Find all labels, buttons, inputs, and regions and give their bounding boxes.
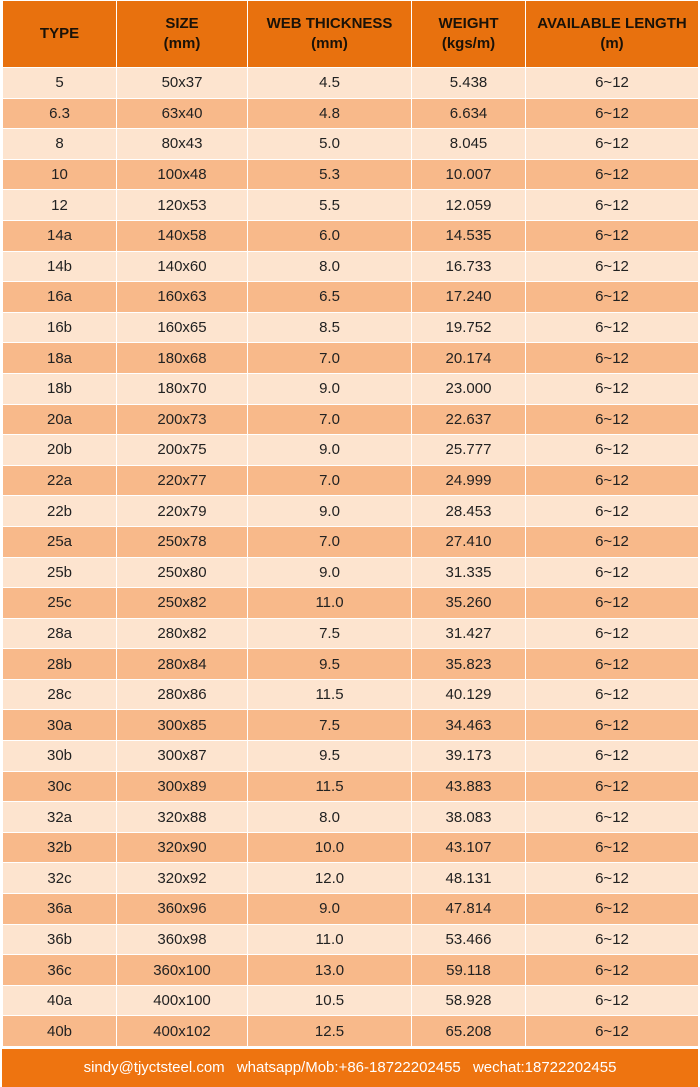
cell-available-length: 6~12 <box>526 68 699 99</box>
cell-available-length: 6~12 <box>526 710 699 741</box>
cell-size: 360x96 <box>117 894 248 925</box>
cell-weight: 43.883 <box>412 771 526 802</box>
cell-weight: 6.634 <box>412 98 526 129</box>
cell-weight: 38.083 <box>412 802 526 833</box>
cell-size: 160x65 <box>117 312 248 343</box>
table-row <box>3 465 699 496</box>
cell-type: 5 <box>3 68 117 99</box>
cell-web-thickness: 8.0 <box>248 251 412 282</box>
footer-email: sindy@tjyctsteel.com <box>83 1059 225 1076</box>
cell-weight: 19.752 <box>412 312 526 343</box>
cell-type: 36b <box>3 924 117 955</box>
cell-weight: 14.535 <box>412 220 526 251</box>
cell-type: 40a <box>3 985 117 1016</box>
header-available-length <box>526 1 699 68</box>
table-row <box>3 832 699 863</box>
cell-available-length: 6~12 <box>526 649 699 680</box>
cell-size: 280x84 <box>117 649 248 680</box>
cell-weight: 27.410 <box>412 526 526 557</box>
table-row <box>3 373 699 404</box>
cell-size: 400x100 <box>117 985 248 1016</box>
cell-size: 63x40 <box>117 98 248 129</box>
cell-web-thickness: 7.0 <box>248 404 412 435</box>
cell-weight: 8.045 <box>412 129 526 160</box>
cell-available-length: 6~12 <box>526 741 699 772</box>
cell-weight: 5.438 <box>412 68 526 99</box>
cell-weight: 43.107 <box>412 832 526 863</box>
cell-type: 18b <box>3 373 117 404</box>
cell-size: 200x75 <box>117 435 248 466</box>
cell-available-length: 6~12 <box>526 312 699 343</box>
cell-size: 160x63 <box>117 282 248 313</box>
cell-web-thickness: 9.5 <box>248 649 412 680</box>
header-web-thickness-unit: (mm) <box>311 35 348 52</box>
cell-weight: 20.174 <box>412 343 526 374</box>
cell-web-thickness: 11.0 <box>248 924 412 955</box>
cell-type: 10 <box>3 159 117 190</box>
cell-available-length: 6~12 <box>526 220 699 251</box>
cell-web-thickness: 7.0 <box>248 465 412 496</box>
cell-weight: 59.118 <box>412 955 526 986</box>
cell-web-thickness: 7.0 <box>248 526 412 557</box>
cell-size: 100x48 <box>117 159 248 190</box>
header-weight-unit: (kgs/m) <box>441 35 496 52</box>
cell-type: 14b <box>3 251 117 282</box>
cell-size: 180x68 <box>117 343 248 374</box>
cell-available-length: 6~12 <box>526 832 699 863</box>
table-row <box>3 343 699 374</box>
cell-weight: 35.823 <box>412 649 526 680</box>
cell-size: 250x82 <box>117 588 248 619</box>
cell-web-thickness: 11.0 <box>248 588 412 619</box>
footer-wechat: wechat:18722202455 <box>472 1059 617 1076</box>
table-row <box>3 68 699 99</box>
table-row <box>3 404 699 435</box>
cell-available-length: 6~12 <box>526 985 699 1016</box>
cell-available-length: 6~12 <box>526 588 699 619</box>
cell-type: 20a <box>3 404 117 435</box>
table-header <box>3 1 699 68</box>
cell-available-length: 6~12 <box>526 159 699 190</box>
cell-weight: 48.131 <box>412 863 526 894</box>
cell-web-thickness: 9.5 <box>248 741 412 772</box>
cell-type: 14a <box>3 220 117 251</box>
cell-weight: 17.240 <box>412 282 526 313</box>
cell-size: 300x89 <box>117 771 248 802</box>
cell-available-length: 6~12 <box>526 343 699 374</box>
table-row <box>3 159 699 190</box>
header-size-unit: (mm) <box>163 35 201 52</box>
cell-type: 32b <box>3 832 117 863</box>
cell-size: 320x88 <box>117 802 248 833</box>
cell-size: 180x70 <box>117 373 248 404</box>
header-type <box>3 1 117 68</box>
table-row <box>3 588 699 619</box>
cell-web-thickness: 9.0 <box>248 496 412 527</box>
table-row <box>3 526 699 557</box>
cell-available-length: 6~12 <box>526 557 699 588</box>
table-row <box>3 679 699 710</box>
cell-available-length: 6~12 <box>526 679 699 710</box>
cell-type: 20b <box>3 435 117 466</box>
table-row <box>3 1016 699 1047</box>
cell-type: 36c <box>3 955 117 986</box>
cell-size: 50x37 <box>117 68 248 99</box>
cell-size: 220x79 <box>117 496 248 527</box>
cell-available-length: 6~12 <box>526 924 699 955</box>
cell-weight: 16.733 <box>412 251 526 282</box>
cell-weight: 53.466 <box>412 924 526 955</box>
cell-available-length: 6~12 <box>526 435 699 466</box>
cell-type: 30a <box>3 710 117 741</box>
cell-weight: 10.007 <box>412 159 526 190</box>
contact-footer <box>2 1049 698 1087</box>
cell-weight: 47.814 <box>412 894 526 925</box>
table-row <box>3 741 699 772</box>
cell-available-length: 6~12 <box>526 465 699 496</box>
cell-web-thickness: 12.5 <box>248 1016 412 1047</box>
cell-size: 400x102 <box>117 1016 248 1047</box>
header-size-label: SIZE <box>165 15 199 32</box>
table-row <box>3 955 699 986</box>
cell-size: 140x60 <box>117 251 248 282</box>
header-weight-label: WEIGHT <box>438 15 499 32</box>
cell-size: 250x78 <box>117 526 248 557</box>
table-row <box>3 312 699 343</box>
cell-type: 22b <box>3 496 117 527</box>
cell-web-thickness: 6.5 <box>248 282 412 313</box>
cell-weight: 58.928 <box>412 985 526 1016</box>
cell-weight: 12.059 <box>412 190 526 221</box>
cell-size: 280x86 <box>117 679 248 710</box>
cell-type: 32c <box>3 863 117 894</box>
cell-available-length: 6~12 <box>526 282 699 313</box>
cell-web-thickness: 8.0 <box>248 802 412 833</box>
cell-available-length: 6~12 <box>526 802 699 833</box>
cell-web-thickness: 5.5 <box>248 190 412 221</box>
cell-size: 140x58 <box>117 220 248 251</box>
cell-size: 360x98 <box>117 924 248 955</box>
cell-size: 220x77 <box>117 465 248 496</box>
footer-whatsapp: whatsapp/Mob:+86-18722202455 <box>236 1059 461 1076</box>
cell-type: 16a <box>3 282 117 313</box>
cell-type: 36a <box>3 894 117 925</box>
cell-size: 360x100 <box>117 955 248 986</box>
cell-web-thickness: 10.0 <box>248 832 412 863</box>
cell-web-thickness: 5.3 <box>248 159 412 190</box>
cell-type: 30c <box>3 771 117 802</box>
header-available-length-unit: (m) <box>600 35 624 52</box>
cell-type: 32a <box>3 802 117 833</box>
cell-size: 200x73 <box>117 404 248 435</box>
cell-weight: 25.777 <box>412 435 526 466</box>
cell-type: 25a <box>3 526 117 557</box>
cell-size: 320x92 <box>117 863 248 894</box>
cell-weight: 34.463 <box>412 710 526 741</box>
cell-weight: 23.000 <box>412 373 526 404</box>
cell-size: 80x43 <box>117 129 248 160</box>
header-row <box>3 1 699 68</box>
cell-available-length: 6~12 <box>526 404 699 435</box>
cell-type: 22a <box>3 465 117 496</box>
cell-weight: 39.173 <box>412 741 526 772</box>
table-row <box>3 435 699 466</box>
cell-web-thickness: 8.5 <box>248 312 412 343</box>
cell-web-thickness: 11.5 <box>248 771 412 802</box>
cell-web-thickness: 4.8 <box>248 98 412 129</box>
header-weight <box>412 1 526 68</box>
cell-web-thickness: 12.0 <box>248 863 412 894</box>
table-row <box>3 924 699 955</box>
cell-web-thickness: 13.0 <box>248 955 412 986</box>
cell-size: 120x53 <box>117 190 248 221</box>
cell-web-thickness: 6.0 <box>248 220 412 251</box>
cell-type: 25c <box>3 588 117 619</box>
cell-type: 30b <box>3 741 117 772</box>
table-row <box>3 190 699 221</box>
cell-size: 300x85 <box>117 710 248 741</box>
table-row <box>3 557 699 588</box>
table-row <box>3 894 699 925</box>
table-body <box>3 68 699 1047</box>
cell-available-length: 6~12 <box>526 190 699 221</box>
cell-type: 40b <box>3 1016 117 1047</box>
table-row <box>3 771 699 802</box>
table-row <box>3 802 699 833</box>
cell-available-length: 6~12 <box>526 1016 699 1047</box>
cell-weight: 28.453 <box>412 496 526 527</box>
cell-available-length: 6~12 <box>526 373 699 404</box>
cell-size: 280x82 <box>117 618 248 649</box>
cell-weight: 31.427 <box>412 618 526 649</box>
cell-available-length: 6~12 <box>526 955 699 986</box>
header-size <box>117 1 248 68</box>
cell-weight: 35.260 <box>412 588 526 619</box>
table-row <box>3 496 699 527</box>
table-row <box>3 251 699 282</box>
cell-type: 28b <box>3 649 117 680</box>
cell-type: 16b <box>3 312 117 343</box>
cell-available-length: 6~12 <box>526 894 699 925</box>
table-row <box>3 282 699 313</box>
cell-weight: 40.129 <box>412 679 526 710</box>
cell-available-length: 6~12 <box>526 251 699 282</box>
table-row <box>3 863 699 894</box>
cell-web-thickness: 10.5 <box>248 985 412 1016</box>
cell-available-length: 6~12 <box>526 98 699 129</box>
cell-type: 28a <box>3 618 117 649</box>
cell-weight: 31.335 <box>412 557 526 588</box>
table-row <box>3 98 699 129</box>
cell-weight: 24.999 <box>412 465 526 496</box>
header-available-length-label: AVAILABLE LENGTH <box>537 15 687 32</box>
cell-web-thickness: 7.5 <box>248 710 412 741</box>
table-row <box>3 618 699 649</box>
cell-size: 300x87 <box>117 741 248 772</box>
cell-web-thickness: 11.5 <box>248 679 412 710</box>
header-type-label: TYPE <box>39 25 80 42</box>
header-web-thickness-label: WEB THICKNESS <box>266 15 393 32</box>
channel-spec-table <box>2 0 699 1047</box>
cell-type: 25b <box>3 557 117 588</box>
cell-available-length: 6~12 <box>526 496 699 527</box>
cell-web-thickness: 7.0 <box>248 343 412 374</box>
cell-web-thickness: 9.0 <box>248 557 412 588</box>
table-row <box>3 129 699 160</box>
cell-type: 12 <box>3 190 117 221</box>
cell-type: 28c <box>3 679 117 710</box>
cell-available-length: 6~12 <box>526 771 699 802</box>
cell-weight: 22.637 <box>412 404 526 435</box>
cell-web-thickness: 9.0 <box>248 435 412 466</box>
table-row <box>3 985 699 1016</box>
table-row <box>3 220 699 251</box>
cell-type: 8 <box>3 129 117 160</box>
cell-available-length: 6~12 <box>526 863 699 894</box>
cell-size: 320x90 <box>117 832 248 863</box>
cell-available-length: 6~12 <box>526 129 699 160</box>
cell-web-thickness: 9.0 <box>248 373 412 404</box>
cell-web-thickness: 4.5 <box>248 68 412 99</box>
cell-available-length: 6~12 <box>526 526 699 557</box>
cell-available-length: 6~12 <box>526 618 699 649</box>
cell-type: 18a <box>3 343 117 374</box>
cell-web-thickness: 5.0 <box>248 129 412 160</box>
cell-size: 250x80 <box>117 557 248 588</box>
table-row <box>3 649 699 680</box>
cell-type: 6.3 <box>3 98 117 129</box>
cell-web-thickness: 7.5 <box>248 618 412 649</box>
header-web-thickness <box>248 1 412 68</box>
cell-web-thickness: 9.0 <box>248 894 412 925</box>
cell-weight: 65.208 <box>412 1016 526 1047</box>
table-row <box>3 710 699 741</box>
